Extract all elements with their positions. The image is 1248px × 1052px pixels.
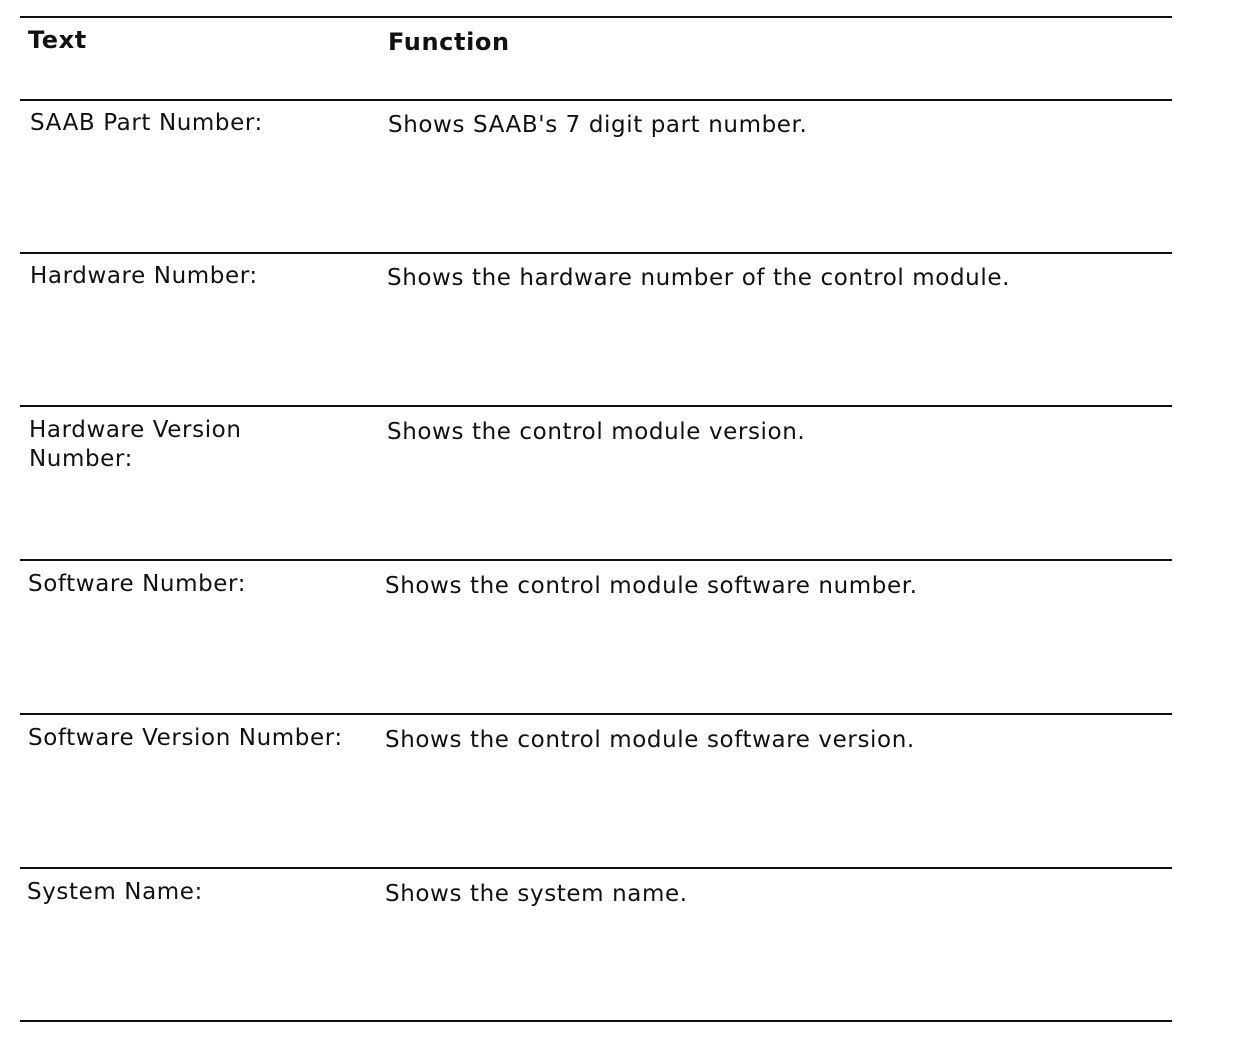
row-divider: [20, 559, 1172, 561]
row-text-label: Hardware Version Number:: [29, 417, 242, 472]
header-function: Function: [388, 28, 510, 56]
row-function-description: Shows the control module software number.: [385, 573, 918, 599]
table-bottom-rule: [20, 1020, 1172, 1022]
header-text: Text: [28, 26, 87, 54]
header-rule: [20, 99, 1172, 101]
row-function-description: Shows SAAB's 7 digit part number.: [388, 112, 808, 138]
row-text-label: Hardware Number:: [30, 263, 258, 289]
row-function-description: Shows the hardware number of the control module.: [387, 265, 1011, 291]
row-divider: [20, 252, 1172, 254]
row-text-label: Software Version Number:: [28, 725, 343, 751]
row-divider: [20, 713, 1172, 715]
row-divider: [20, 867, 1172, 869]
row-text-label: System Name:: [27, 879, 203, 905]
row-text-label: SAAB Part Number:: [30, 110, 263, 136]
row-divider: [20, 405, 1172, 407]
row-function-description: Shows the system name.: [385, 881, 688, 907]
row-text-label: Software Number:: [28, 571, 247, 597]
row-function-description: Shows the control module software version.: [385, 727, 915, 753]
table-top-rule: [20, 16, 1172, 18]
row-function-description: Shows the control module version.: [387, 419, 806, 445]
